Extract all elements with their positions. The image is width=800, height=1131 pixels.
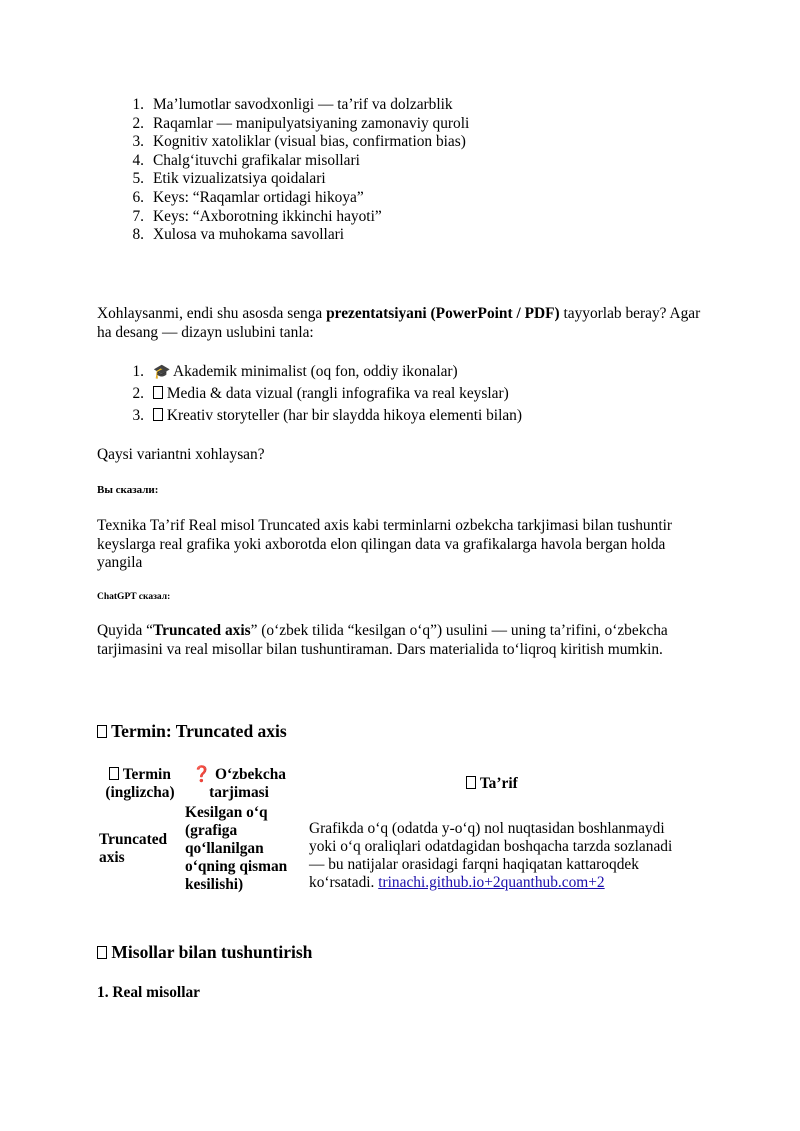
heading-examples [97, 942, 312, 963]
list-item-body [153, 152, 360, 171]
missing-glyph-icon [109, 767, 119, 780]
list-item-body [153, 226, 344, 245]
list-item-text: Kognitiv xatoliklar (visual bias, confirmation bias) [153, 133, 466, 151]
list-item-body [153, 96, 453, 115]
user-label: Вы сказали: [97, 484, 159, 496]
list-item [97, 170, 469, 189]
list-item [97, 152, 469, 171]
definition-text: Grafikda o‘q (odatda y-o‘q) nol nuqtasidan boshlanmaydi yoki o‘q oraliqlari odatdagidan boshqacha tarzda sozlanadi — bu natijalar orasidagi farqni haqiqatan kattaroqdek ko‘rsatadi. [309, 819, 673, 891]
heading-examples-text: Misollar bilan tushuntirish [111, 942, 313, 962]
list-item-text: Akademik minimalist (oq fon, oddiy ikonalar) [173, 363, 458, 380]
list-item-text: Keys: “Raqamlar ortidagi hikoya” [153, 188, 364, 206]
term-table [97, 764, 689, 895]
table-row [97, 803, 689, 895]
list-item-text: Ma’lumotlar savodxonligi — ta’rif va dolzarblik [153, 96, 453, 113]
cell-translation: Kesilgan o‘q (grafiga qo‘llanilgan o‘qning qisman kesilishi) [185, 804, 288, 893]
list-item [97, 361, 522, 383]
list-item-number: 2. [132, 385, 144, 402]
list-item [97, 133, 469, 152]
list-item-body [153, 383, 509, 405]
missing-glyph-icon [97, 725, 107, 738]
list-item-number: 7. [132, 207, 144, 225]
list-item [97, 405, 522, 427]
graduation-cap-icon: 🎓 [153, 364, 171, 380]
list-item-body [153, 170, 326, 189]
list-item-body [153, 115, 469, 134]
question-text: Qaysi variantni xohlaysan? [97, 446, 265, 463]
list-item-number: 5. [132, 170, 144, 188]
list-item-number: 8. [132, 226, 144, 244]
header-term [97, 764, 183, 803]
list-item-text: Raqamlar — manipulyatsiyaning zamonaviy quroli [153, 114, 470, 132]
offer-text: Xohlaysanmi, endi shu asosda senga [97, 305, 327, 322]
list-item-number: 1. [132, 363, 144, 380]
list-item-number: 3. [132, 407, 144, 424]
heading-term [97, 721, 287, 742]
list-item [97, 208, 469, 227]
list-item-number: 1. [132, 96, 144, 113]
list-item-text: Xulosa va muhokama savollari [153, 226, 345, 244]
list-item [97, 115, 469, 134]
list-item [97, 96, 469, 115]
list-item-number: 2. [132, 114, 144, 132]
list-item-body [153, 189, 364, 208]
missing-glyph-icon [153, 386, 163, 399]
assistant-intro [97, 622, 707, 659]
header-definition-text: Ta’rif [479, 774, 518, 792]
intro-text-end: ” (o‘zbek tilida “kesilgan o‘q”) usulini — uning ta’rifini, o‘zbekcha tarjimasini va real misollar bilan tushuntiraman. Dars materialida to‘liqroq kiritish mumkin. [97, 622, 668, 658]
design-style-list [97, 361, 522, 427]
question-mark-icon: ❓ [192, 765, 212, 783]
missing-glyph-icon [466, 776, 476, 789]
missing-glyph-icon [153, 408, 163, 421]
offer-bold-text: prezentatsiyani (PowerPoint / PDF) [326, 305, 560, 322]
intro-bold-text: Truncated axis [153, 622, 251, 639]
heading-term-text: Termin: Truncated axis [111, 721, 287, 741]
user-message: Texnika Ta’rif Real misol Truncated axis kabi terminlarni ozbekcha tarkjimasi bilan tushuntir keyslarga real grafika yoki axborotda elon qilingan data va grafikalarga havola bergan holda yangila [97, 517, 672, 572]
source-link[interactable]: trinachi.github.io+2quanthub.com+2 [378, 873, 605, 891]
table-header-row [97, 764, 689, 803]
list-item [97, 383, 522, 405]
list-item-body [153, 208, 382, 227]
cell-definition [295, 803, 689, 895]
list-item-text: Kreativ storyteller (har bir slaydda hikoya elementi bilan) [166, 407, 523, 424]
presentation-offer [97, 305, 707, 342]
cell-term: Truncated axis [99, 831, 168, 866]
list-item-text: Media & data vizual (rangli infografika va real keyslar) [166, 385, 509, 402]
list-item-text: Etik vizualizatsiya qoidalari [153, 170, 326, 188]
list-item [97, 189, 469, 208]
list-item-body [153, 361, 458, 383]
subheading-real-examples: 1. Real misollar [97, 984, 201, 1001]
intro-text: Quyida “ [97, 622, 153, 639]
list-item-body [153, 405, 522, 427]
header-translation [183, 764, 295, 803]
list-item-number: 6. [132, 188, 144, 206]
header-term-text: Termin (inglizcha) [105, 765, 175, 801]
list-item [97, 226, 469, 245]
list-item-number: 3. [132, 133, 144, 151]
list-item-text: Keys: “Axborotning ikkinchi hayoti” [153, 207, 382, 225]
outline-list [97, 96, 469, 245]
header-definition [295, 764, 689, 803]
list-item-text: Chalg‘ituvchi grafikalar misollari [153, 151, 360, 169]
missing-glyph-icon [97, 946, 107, 959]
list-item-body [153, 133, 466, 152]
header-translation-text: O‘zbekcha tarjimasi [209, 766, 286, 801]
list-item-number: 4. [132, 151, 144, 169]
offer-text-end: tayyorlab beray? Agar ha desang — dizayn uslubini tanla: [97, 305, 701, 341]
assistant-label: ChatGPT сказал: [97, 592, 171, 602]
